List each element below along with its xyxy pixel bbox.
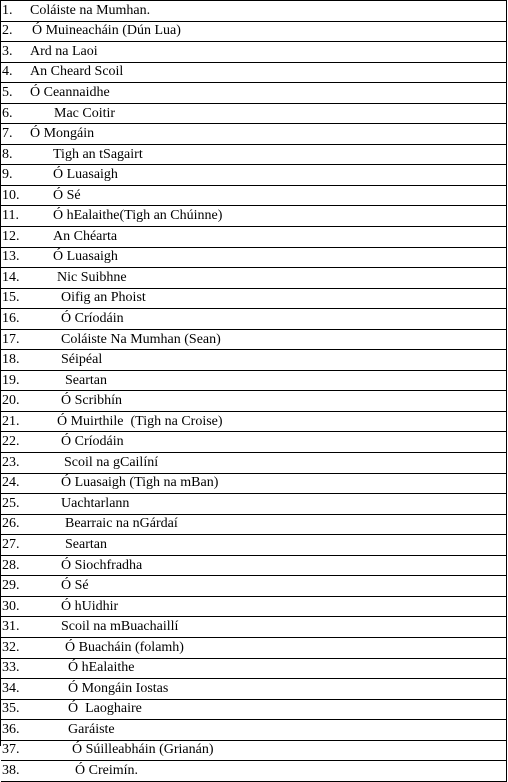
place-name: Coláiste Na Mumhan (Sean) xyxy=(61,331,221,347)
table-row xyxy=(1,21,507,42)
list-item xyxy=(1,596,507,617)
place-name: Ó Mongáin Iostas xyxy=(68,680,169,696)
place-name: Ó hEalaithe xyxy=(68,660,135,676)
row-number: 28. xyxy=(2,557,20,573)
list-item xyxy=(1,494,507,515)
place-name: Uachtarlann xyxy=(61,495,130,511)
list-item xyxy=(1,658,507,679)
list-item xyxy=(1,309,507,330)
table-row xyxy=(1,206,507,227)
row-number: 15. xyxy=(2,290,20,306)
table-row xyxy=(1,1,507,22)
table-row xyxy=(1,679,507,700)
list-item xyxy=(1,42,507,63)
place-name: Mac Coitir xyxy=(54,105,116,121)
list-item xyxy=(1,370,507,391)
place-name: Ó Mongáin xyxy=(30,126,95,142)
place-name: Ó Luasaigh xyxy=(53,249,118,265)
list-item xyxy=(1,329,507,350)
list-item xyxy=(1,679,507,700)
row-number: 11. xyxy=(2,208,19,224)
list-item xyxy=(1,206,507,227)
place-name: Ó Súilleabháin (Grianán) xyxy=(72,742,214,758)
table-row xyxy=(1,329,507,350)
place-name: Seartan xyxy=(65,536,107,552)
row-number: 14. xyxy=(2,269,20,285)
place-name: Tigh an tSagairt xyxy=(53,146,143,162)
table-row xyxy=(1,555,507,576)
place-name: Ó Buacháin (folamh) xyxy=(65,639,184,655)
place-name: Ó hUidhir xyxy=(61,598,119,614)
row-number: 31. xyxy=(2,619,20,635)
list-item xyxy=(1,103,507,124)
place-name: Ó Luasaigh xyxy=(53,167,118,183)
place-name: Bearraic na nGárdaí xyxy=(65,516,178,532)
place-name: Ó Ceannaidhe xyxy=(30,84,110,100)
row-number: 29. xyxy=(2,578,20,594)
place-name: Ó Luasaigh (Tigh na mBan) xyxy=(61,475,219,491)
place-name: Ó Muirthile (Tigh na Croise) xyxy=(57,413,223,429)
list-item xyxy=(1,268,507,289)
table-row xyxy=(1,42,507,63)
row-number: 8. xyxy=(2,146,13,162)
table-row xyxy=(1,411,507,432)
table-row xyxy=(1,720,507,741)
list-item xyxy=(1,124,507,145)
table-row xyxy=(1,247,507,268)
list-item xyxy=(1,185,507,206)
table-row xyxy=(1,761,507,782)
row-number: 16. xyxy=(2,310,20,326)
row-number: 36. xyxy=(2,721,20,737)
place-name: Coláiste na Mumhan. xyxy=(30,2,151,18)
list-item xyxy=(1,432,507,453)
place-name: Ó Críodáin xyxy=(61,310,124,326)
list-item xyxy=(1,83,507,104)
row-number: 19. xyxy=(2,372,20,388)
table-row xyxy=(1,103,507,124)
place-name: Nic Suibhne xyxy=(57,269,127,285)
row-number: 9. xyxy=(2,167,13,183)
table-row xyxy=(1,453,507,474)
list-item xyxy=(1,391,507,412)
place-name: Oifig an Phoist xyxy=(61,290,146,306)
table-row xyxy=(1,391,507,412)
row-number: 37. xyxy=(2,742,20,758)
row-number: 20. xyxy=(2,393,20,409)
row-number: 3. xyxy=(2,43,13,59)
table-row xyxy=(1,637,507,658)
row-number: 1. xyxy=(2,2,13,18)
list-item xyxy=(1,535,507,556)
list-item xyxy=(1,165,507,186)
list-item xyxy=(1,555,507,576)
place-name: Scoil na mBuachaillí xyxy=(61,619,179,635)
list-item xyxy=(1,473,507,494)
table-row xyxy=(1,144,507,165)
list-item xyxy=(1,1,507,22)
list-item xyxy=(1,637,507,658)
row-number: 27. xyxy=(2,536,20,552)
place-name: Ó Sé xyxy=(61,578,89,594)
table-row xyxy=(1,370,507,391)
table-row xyxy=(1,83,507,104)
table-row xyxy=(1,309,507,330)
row-number: 33. xyxy=(2,660,20,676)
table-row xyxy=(1,740,507,761)
place-name: Séipéal xyxy=(61,352,103,368)
table-row xyxy=(1,185,507,206)
place-name: An Chéarta xyxy=(53,228,118,244)
place-name: Ó Creimín. xyxy=(75,763,138,778)
list-item xyxy=(1,617,507,638)
list-item xyxy=(1,453,507,474)
row-number: 38. xyxy=(2,763,20,778)
row-number: 25. xyxy=(2,495,20,511)
table-row xyxy=(1,350,507,371)
list-item xyxy=(1,288,507,309)
place-name: Ó hEalaithe(Tigh an Chúinne) xyxy=(53,208,223,224)
row-number: 5. xyxy=(2,84,13,100)
table-row xyxy=(1,268,507,289)
row-number: 4. xyxy=(2,64,13,80)
place-name: Scoil na gCailíní xyxy=(64,454,159,470)
list-item xyxy=(1,227,507,248)
list-item xyxy=(1,411,507,432)
place-name: Ard na Laoi xyxy=(30,43,98,59)
table-row xyxy=(1,617,507,638)
row-number: 34. xyxy=(2,680,20,696)
place-name: An Cheard Scoil xyxy=(30,64,124,80)
place-name: Garáiste xyxy=(68,721,115,737)
list-item xyxy=(1,720,507,741)
place-name: Ó Sé xyxy=(53,187,81,203)
list-item xyxy=(1,144,507,165)
list-item xyxy=(1,740,507,761)
table-row xyxy=(1,473,507,494)
list-item xyxy=(1,761,507,782)
place-name: Ó Siochfradha xyxy=(61,557,143,573)
list-item xyxy=(1,62,507,83)
row-number: 32. xyxy=(2,639,20,655)
table-row xyxy=(1,124,507,145)
row-number: 2. xyxy=(2,23,13,39)
place-list-table xyxy=(1,0,507,782)
table-row xyxy=(1,535,507,556)
row-number: 10. xyxy=(2,187,20,203)
table-row xyxy=(1,288,507,309)
list-item xyxy=(1,247,507,268)
row-number: 18. xyxy=(2,352,20,368)
row-number: 22. xyxy=(2,434,20,450)
row-number: 21. xyxy=(2,413,20,429)
row-number: 24. xyxy=(2,475,20,491)
table-row xyxy=(1,596,507,617)
table-row xyxy=(1,658,507,679)
table-row xyxy=(1,576,507,597)
table-row xyxy=(1,227,507,248)
row-number: 35. xyxy=(2,701,20,717)
place-list-body xyxy=(1,1,507,782)
table-row xyxy=(1,699,507,720)
row-number: 7. xyxy=(2,126,13,142)
table-row xyxy=(1,494,507,515)
place-name: Ó Críodáin xyxy=(61,434,124,450)
table-row xyxy=(1,432,507,453)
place-name: Seartan xyxy=(65,372,107,388)
table-row xyxy=(1,514,507,535)
list-item xyxy=(1,514,507,535)
row-number: 12. xyxy=(2,228,20,244)
row-number: 26. xyxy=(2,516,20,532)
place-name: Ó Laoghaire xyxy=(68,701,142,717)
row-number: 30. xyxy=(2,598,20,614)
table-row xyxy=(1,62,507,83)
list-item xyxy=(1,350,507,371)
table-row xyxy=(1,165,507,186)
place-name: Ó Scribhín xyxy=(61,393,123,409)
row-number: 17. xyxy=(2,331,20,347)
row-number: 6. xyxy=(2,105,13,121)
list-item xyxy=(1,21,507,42)
row-number: 23. xyxy=(2,454,20,470)
list-item xyxy=(1,699,507,720)
place-name: Ó Muineacháin (Dún Lua) xyxy=(32,23,181,39)
row-number: 13. xyxy=(2,249,20,265)
list-item xyxy=(1,576,507,597)
